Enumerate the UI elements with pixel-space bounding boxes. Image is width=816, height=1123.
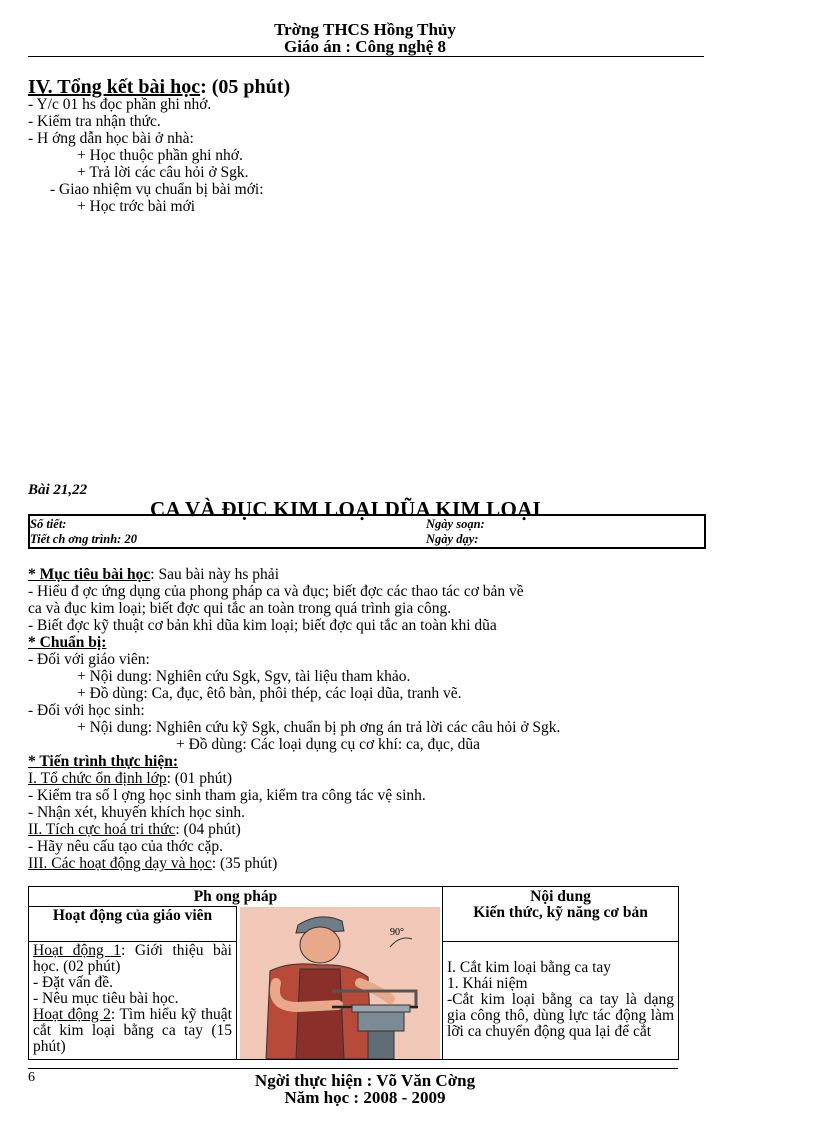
- hd1-rest: : Giới thiệu bài học. (02 phút): [33, 941, 232, 975]
- illustration-cell: [237, 907, 443, 1060]
- process-s2-title: II. Tích cực hoá tri thức: [28, 821, 176, 838]
- process-s1: [28, 770, 232, 787]
- section4-duration: : (05 phút): [200, 76, 291, 98]
- prep-line: + Đồ dùng: Ca, đục, êtô bàn, phôi thép, các loại dũa, tranh vẽ.: [77, 685, 462, 702]
- lesson-table: [28, 886, 679, 1060]
- lesson-number: Bài 21,22: [28, 482, 88, 498]
- process-s2-line: - Hãy nêu cấu tạo của thớc cặp.: [28, 838, 223, 855]
- prep-line: + Nội dung: Nghiên cứu Sgk, Sgv, tài liệu tham khảo.: [77, 668, 411, 685]
- objectives-line: - Hiểu đ ợc ứng dụng của phong pháp ca và đục; biết đợc các thao tác cơ bản về: [28, 583, 524, 600]
- ngay-soan: Ngày soạn:: [426, 517, 485, 531]
- footer-author: Ngời thực hiện : Võ Văn Cờng: [254, 1071, 476, 1090]
- so-tiet: Số tiết:: [30, 517, 67, 531]
- section4-line: + Trả lời các câu hỏi ở Sgk.: [77, 164, 249, 181]
- page-number: 6: [28, 1070, 35, 1085]
- head-content-line1: Nội dung: [530, 888, 591, 905]
- teacher-activities: [29, 941, 237, 1059]
- prep-line: - Đối với học sinh:: [28, 702, 145, 719]
- lesson-info-box: [28, 514, 706, 549]
- section4-line: - H ớng dẫn học bài ở nhà:: [28, 130, 194, 147]
- head-method: Ph ong pháp: [29, 887, 443, 907]
- section4-line: + Học trớc bài mới: [77, 198, 196, 215]
- hd2: [33, 1007, 232, 1055]
- hd1: [33, 943, 232, 975]
- head-content-line2: Kiến thức, kỹ năng cơ bản: [473, 904, 648, 921]
- objectives-line: - Biết đợc kỹ thuật cơ bản khi dũa kim loại; biết đợc qui tắc an toàn khi dũa: [28, 617, 497, 634]
- header-subject: Giáo án : Công nghệ 8: [284, 37, 446, 56]
- process-s1-line: - Kiểm tra số l ợng học sinh tham gia, kiểm tra công tác vệ sinh.: [28, 787, 426, 804]
- prep-line: - Đối với giáo viên:: [28, 651, 150, 668]
- content-column: [443, 941, 679, 1059]
- content-line: I. Cắt kim loại bằng ca tay: [447, 958, 612, 976]
- hd1-line: - Nêu mục tiêu bài học.: [33, 989, 179, 1007]
- header-rule: [28, 56, 704, 57]
- objectives-title: * Mục tiêu bài học: [28, 566, 151, 583]
- prep-heading: * Chuẩn bị:: [28, 634, 107, 651]
- process-s1-time: : (01 phút): [166, 770, 233, 787]
- process-s3: [28, 855, 277, 872]
- prep-line: + Đồ dùng: Các loại dụng cụ cơ khí: ca, đục, dũa: [176, 736, 481, 753]
- hd2-rest: : Tìm hiểu kỹ thuật cắt kim loại bằng ca tay (15 phút): [33, 1005, 232, 1055]
- objectives-intro: : Sau bài này hs phải: [150, 566, 279, 583]
- objectives-heading: [28, 566, 279, 583]
- prep-line: + Nội dung: Nghiên cứu kỹ Sgk, chuẩn bị ph ơng án trả lời các câu hỏi ở Sgk.: [77, 719, 561, 736]
- header-school: Trờng THCS Hồng Thủy: [274, 20, 456, 39]
- process-heading: * Tiến trình thực hiện:: [28, 753, 178, 770]
- hd1-title: Hoạt động 1: [33, 941, 122, 959]
- sawing-worker-illustration: [240, 907, 440, 1059]
- objectives-line: ca và đục kim loại; biết đợc qui tắc an toàn trong quá trình gia công.: [28, 600, 452, 617]
- process-s3-title: III. Các hoạt động dạy và học: [28, 855, 212, 872]
- lesson-title: CA VÀ ĐỤC KIM LOẠI DŨA KIM LOẠI: [150, 497, 542, 521]
- section4-line: - Y/c 01 hs đọc phần ghi nhớ.: [28, 96, 212, 113]
- hd1-line: - Đặt vấn đề.: [33, 973, 114, 991]
- tiet-chuong-trinh: Tiết ch ơng trình: 20: [30, 532, 137, 546]
- process-s3-time: : (35 phút): [211, 855, 278, 872]
- section4-line: - Kiểm tra nhận thức.: [28, 113, 161, 130]
- angle-label: 90°: [390, 926, 404, 938]
- head-content: [443, 887, 679, 942]
- footer-year: Năm học : 2008 - 2009: [284, 1088, 446, 1107]
- process-s2-time: : (04 phút): [175, 821, 241, 838]
- hd2-title: Hoạt động 2: [33, 1005, 111, 1023]
- section4-title: IV. Tổng kết bài học: [28, 76, 201, 98]
- process-s1-line: - Nhận xét, khuyến khích học sinh.: [28, 804, 245, 821]
- process-s2: [28, 821, 241, 838]
- process-s1-title: I. Tổ chức ổn định lớp: [28, 770, 167, 787]
- section4-line: + Học thuộc phần ghi nhớ.: [77, 147, 243, 164]
- ngay-day: Ngày dạy:: [426, 532, 479, 546]
- content-line: 1. Khái niệm: [447, 974, 528, 992]
- content-line: -Cắt kim loại bằng ca tay là dạng gia công thô, dùng lực tác động làm lỡi ca chuyển động qua lại để cắt: [447, 990, 675, 1040]
- footer-rule: [28, 1068, 678, 1069]
- section4-line: - Giao nhiệm vụ chuẩn bị bài mới:: [50, 181, 264, 198]
- head-teacher: Hoạt động của giáo viên: [29, 907, 237, 942]
